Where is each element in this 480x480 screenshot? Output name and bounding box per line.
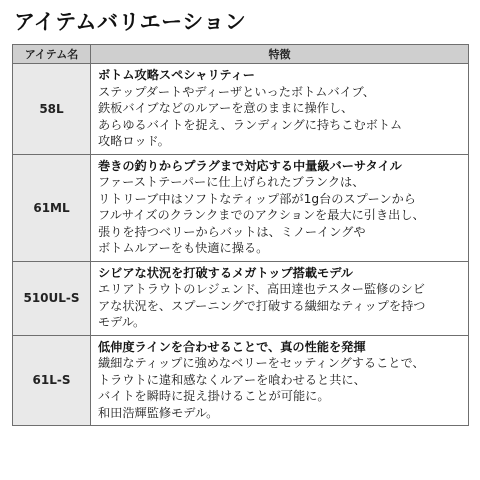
item-variation-table	[12, 44, 469, 426]
description-line: フルサイズのクランクまでのアクションを最大に引き出し、	[98, 208, 425, 222]
description-line: ステップダートやディーザといったボトムバイブ、	[98, 84, 375, 99]
item-name: 61ML	[13, 154, 91, 261]
header-item-name: アイテム名	[13, 45, 91, 64]
item-name: 58L	[13, 64, 91, 155]
description-line: モデル。	[98, 315, 146, 329]
description-line: 張りを持つベリーからバットは、ミノーイングや	[98, 224, 366, 239]
description-line: エリアトラウトのレジェンド、高田達也テスター監修のシビ	[98, 282, 425, 296]
table-row	[13, 261, 469, 335]
description-line: トラウトに違和感なくルアーを喰わせると共に、	[98, 372, 366, 387]
item-name: 510UL-S	[13, 261, 91, 335]
table-row	[13, 335, 469, 426]
description-line: あらゆるバイトを捉え、ランディングに持ちこむボトム	[98, 117, 403, 132]
page-title: アイテムバリエーション	[14, 10, 247, 34]
item-description	[91, 335, 469, 426]
description-line: 鉄板バイブなどのルアーを意のままに操作し、	[98, 101, 354, 115]
description-line: アな状況を、スプーニングで打破する繊細なティップを持つ	[98, 298, 426, 313]
description-line: 和田浩輝監修モデル。	[98, 405, 219, 420]
item-description	[91, 64, 469, 155]
item-heading: 巻きの釣りからプラグまで対応する中量級バーサタイル	[98, 158, 402, 173]
description-line: 繊細なティップに強めなベリーをセッティングすることで、	[98, 356, 425, 370]
item-name: 61L-S	[13, 335, 91, 426]
description-line: リトリーブ中はソフトなティップ部が1g台のスプーンから	[98, 191, 416, 206]
item-description	[91, 154, 469, 261]
item-description	[91, 261, 469, 335]
description-line: ボトムルアーをも快適に操る。	[98, 241, 269, 255]
item-heading: シビアな状況を打破するメガトップ搭載モデル	[98, 265, 353, 280]
description-line: バイトを瞬時に捉え掛けることが可能に。	[98, 389, 330, 403]
item-heading: 低伸度ラインを合わせることで、真の性能を発揮	[98, 339, 366, 354]
table-row	[13, 64, 469, 155]
description-line: ファーストテーパーに仕上げられたブランクは、	[98, 175, 365, 189]
table-row	[13, 154, 469, 261]
item-heading: ボトム攻略スペシャリティー	[98, 68, 255, 82]
table-header-row	[13, 45, 469, 64]
description-line: 攻略ロッド。	[98, 134, 170, 148]
header-features: 特徴	[91, 45, 469, 64]
